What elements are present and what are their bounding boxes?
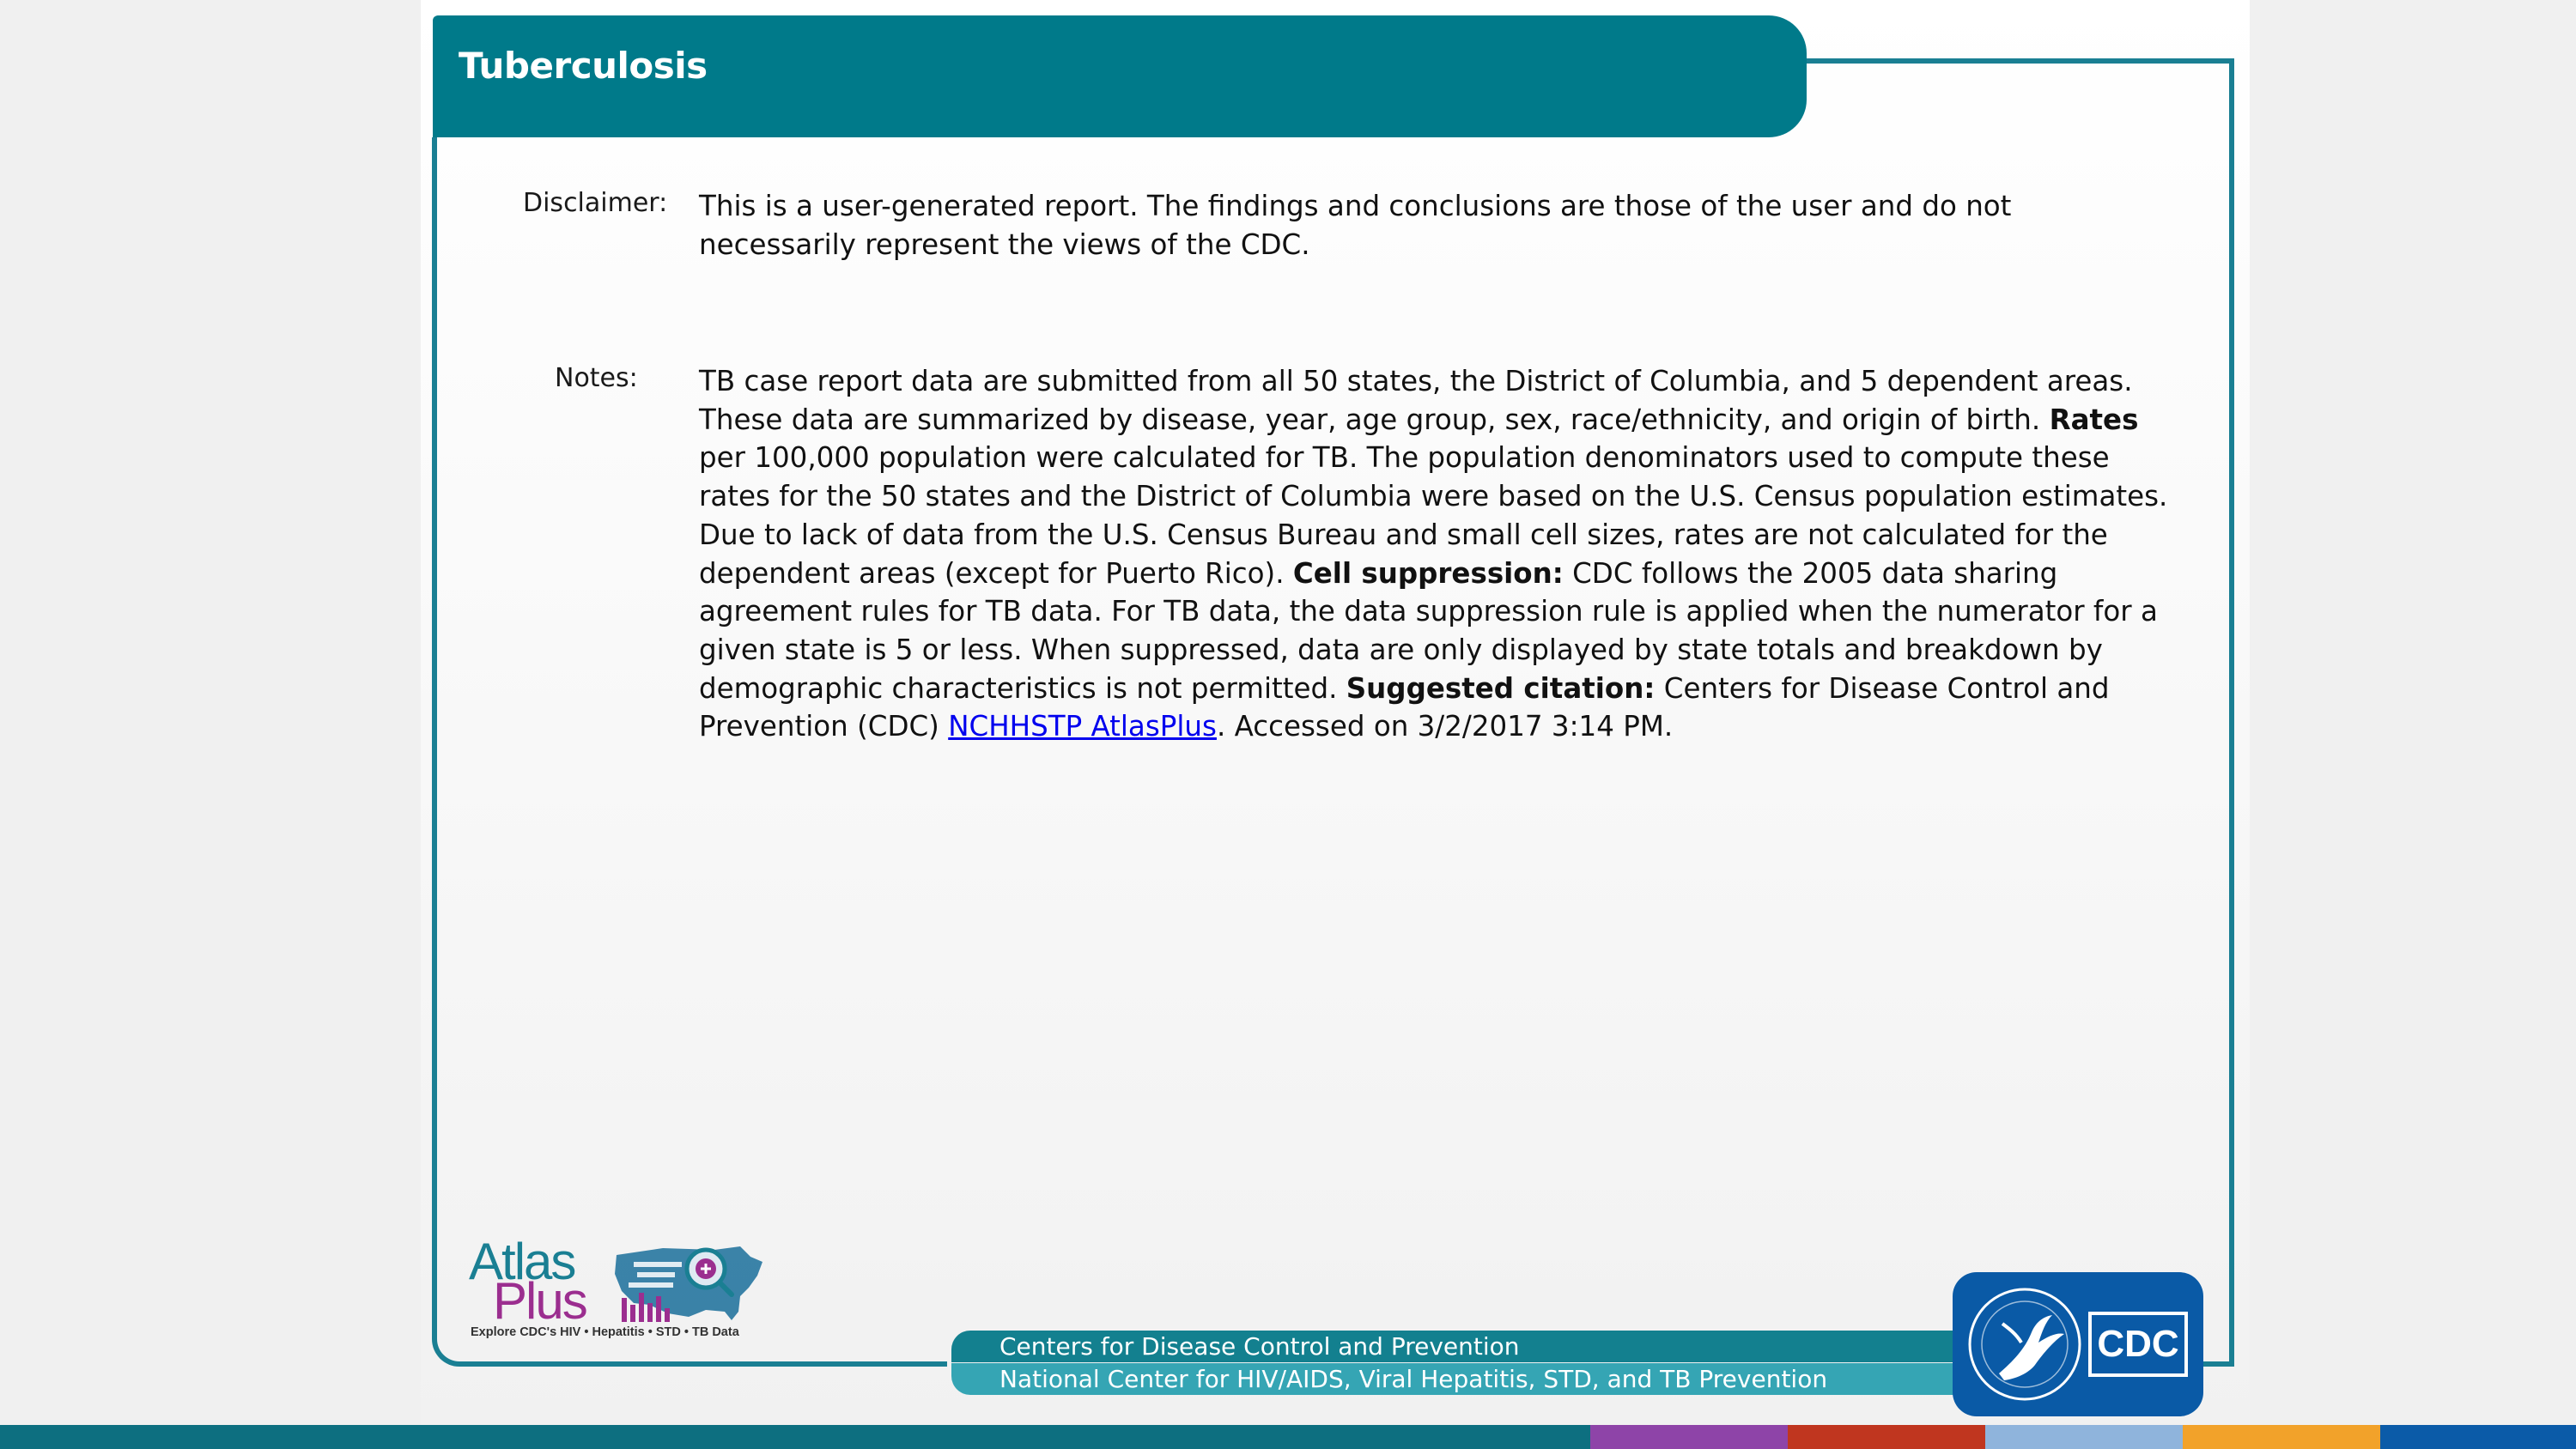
bottom-stripe-orange <box>2183 1425 2380 1449</box>
notes-label: Notes: <box>555 363 638 393</box>
frame-bottom-right-line <box>2198 1361 2234 1367</box>
rates-text: per 100,000 population were calculated for TB. The population denominators used to compute these rates for the 50 states and the District of Columbia were based on the U.S. Census population estimates. Due to lack of data from the U.S. Census Bureau and small cell sizes, rates are not calculated for the dependent areas (except for Puerto Rico). <box>699 441 2168 590</box>
hhs-eagle-icon <box>1953 1272 2203 1416</box>
atlasplus-logo <box>469 1233 769 1344</box>
cdc-logo <box>1953 1272 2203 1416</box>
cell-suppression-label: Cell suppression: <box>1292 556 1564 590</box>
disclaimer-text: This is a user-generated report. The findings and conclusions are those of the user and do not necessarily represent the views of the CDC. <box>699 190 2012 261</box>
citation-text: Centers for Disease Control and Prevention (CDC) <box>699 671 2110 743</box>
atlasplus-link[interactable]: NCHHSTP AtlasPlus <box>948 710 1217 743</box>
frame-left-bottom-line <box>432 137 947 1367</box>
cdc-logo-text: CDC <box>2097 1323 2179 1365</box>
notes-text <box>699 362 2176 746</box>
rates-label: Rates <box>2049 403 2139 436</box>
disclaimer-label: Disclaimer: <box>523 188 668 218</box>
bottom-stripe-blue <box>2380 1425 2576 1449</box>
atlasplus-logo-word-plus: Plus <box>493 1272 586 1330</box>
bottom-stripe-lightblue <box>1985 1425 2183 1449</box>
bottom-stripe-purple <box>1590 1425 1788 1449</box>
atlasplus-logo-word-atlas: Atlas <box>469 1233 575 1290</box>
suggested-citation-label: Suggested citation: <box>1346 671 1656 705</box>
frame-top-line <box>1803 58 2234 64</box>
citation-accessed: . Accessed on 3/2/2017 3:14 PM. <box>1216 710 1674 743</box>
page-title: Tuberculosis <box>459 45 708 87</box>
atlasplus-map-icon <box>611 1243 766 1325</box>
frame-right-line <box>2229 58 2234 1367</box>
bottom-stripe-red <box>1788 1425 1985 1449</box>
bottom-stripe-teal <box>0 1425 1590 1449</box>
footer-center-name: National Center for HIV/AIDS, Viral Hepatitis, STD, and TB Prevention <box>951 1363 1965 1395</box>
footer-cdc-name: Centers for Disease Control and Prevention <box>951 1331 1965 1362</box>
notes-intro: TB case report data are submitted from all 50 states, the District of Columbia, and 5 dependent areas. These data are summarized by disease, year, age group, sex, race/ethnicity, and origin of birth. <box>699 365 2133 436</box>
cell-suppression-text: CDC follows the 2005 data sharing agreement rules for TB data. For TB data, the data suppression rule is applied when the numerator for a given state is 5 or less. When suppressed, data are only displayed by state totals and breakdown by demographic characteristics is not permitted. <box>699 556 2158 705</box>
atlasplus-tagline: Explore CDC's HIV • Hepatitis • STD • TB Data <box>471 1325 739 1339</box>
header-banner <box>433 15 1807 137</box>
